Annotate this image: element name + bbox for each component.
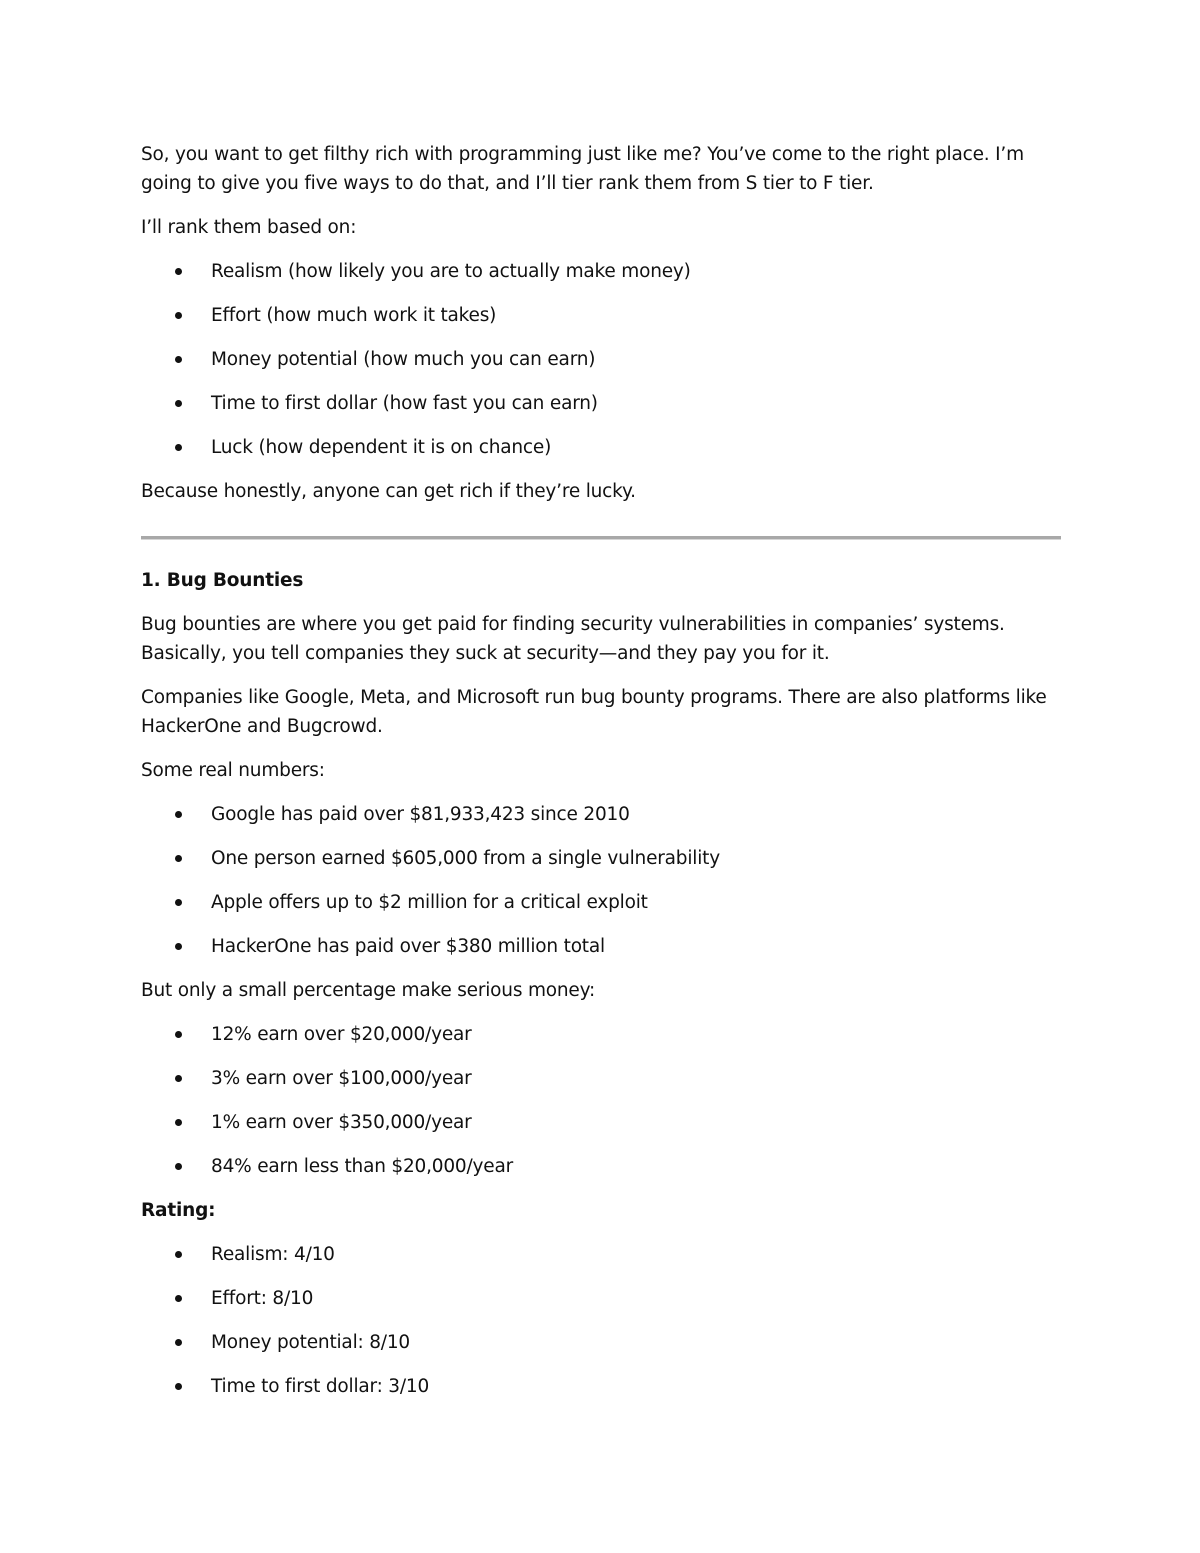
section-heading: 1. Bug Bounties (141, 570, 304, 591)
list-item: Apple offers up to $2 million for a critical exploit (141, 888, 1061, 917)
list-item: Luck (how dependent it is on chance) (141, 433, 1061, 462)
list-item: Time to first dollar: 3/10 (141, 1372, 1061, 1401)
list-item: Money potential (how much you can earn) (141, 345, 1061, 374)
bullet-icon (175, 899, 182, 906)
section-paragraph-1: Bug bounties are where you get paid for finding security vulnerabilities in companies’ systems. Basically, you tell companies they suck at security—and they pay you for it. (141, 614, 1005, 664)
bullet-icon (175, 1163, 182, 1170)
list-item: One person earned $605,000 from a single vulnerability (141, 844, 1061, 873)
numbers-list (141, 800, 1061, 961)
percentages-list (141, 1020, 1061, 1181)
intro-closing: Because honestly, anyone can get rich if they’re lucky. (141, 481, 636, 502)
bullet-icon (175, 1383, 182, 1390)
bullet-icon (175, 1295, 182, 1302)
bullet-icon (175, 1031, 182, 1038)
bullet-icon (175, 356, 182, 363)
list-item: 12% earn over $20,000/year (141, 1020, 1061, 1049)
bullet-icon (175, 400, 182, 407)
list-item: Google has paid over $81,933,423 since 2010 (141, 800, 1061, 829)
rank-intro: I’ll rank them based on: (141, 217, 357, 238)
bullet-icon (175, 312, 182, 319)
bullet-icon (175, 1339, 182, 1346)
list-item: HackerOne has paid over $380 million total (141, 932, 1061, 961)
numbers-intro: Some real numbers: (141, 760, 325, 781)
bullet-icon (175, 811, 182, 818)
list-item: Realism (how likely you are to actually make money) (141, 257, 1061, 286)
bullet-icon (175, 268, 182, 275)
bullet-icon (175, 855, 182, 862)
percent-intro: But only a small percentage make serious money: (141, 980, 596, 1001)
section-paragraph-2: Companies like Google, Meta, and Microsoft run bug bounty programs. There are also platforms like HackerOne and Bugcrowd. (141, 687, 1047, 737)
bullet-icon (175, 1251, 182, 1258)
list-item: Effort: 8/10 (141, 1284, 1061, 1313)
rating-label: Rating: (141, 1200, 216, 1221)
document-page (141, 140, 1061, 1416)
ratings-list (141, 1240, 1061, 1401)
list-item: Money potential: 8/10 (141, 1328, 1061, 1357)
list-item: 1% earn over $350,000/year (141, 1108, 1061, 1137)
bullet-icon (175, 1119, 182, 1126)
list-item: Realism: 4/10 (141, 1240, 1061, 1269)
criteria-list (141, 257, 1061, 462)
bullet-icon (175, 444, 182, 451)
intro-paragraph: So, you want to get filthy rich with programming just like me? You’ve come to the right place. I’m going to give you five ways to do that, and I’ll tier rank them from S tier to F tier. (141, 144, 1024, 194)
list-item: Time to first dollar (how fast you can earn) (141, 389, 1061, 418)
bullet-icon (175, 1075, 182, 1082)
horizontal-divider (141, 536, 1061, 540)
bullet-icon (175, 943, 182, 950)
list-item: 3% earn over $100,000/year (141, 1064, 1061, 1093)
list-item: Effort (how much work it takes) (141, 301, 1061, 330)
list-item: 84% earn less than $20,000/year (141, 1152, 1061, 1181)
